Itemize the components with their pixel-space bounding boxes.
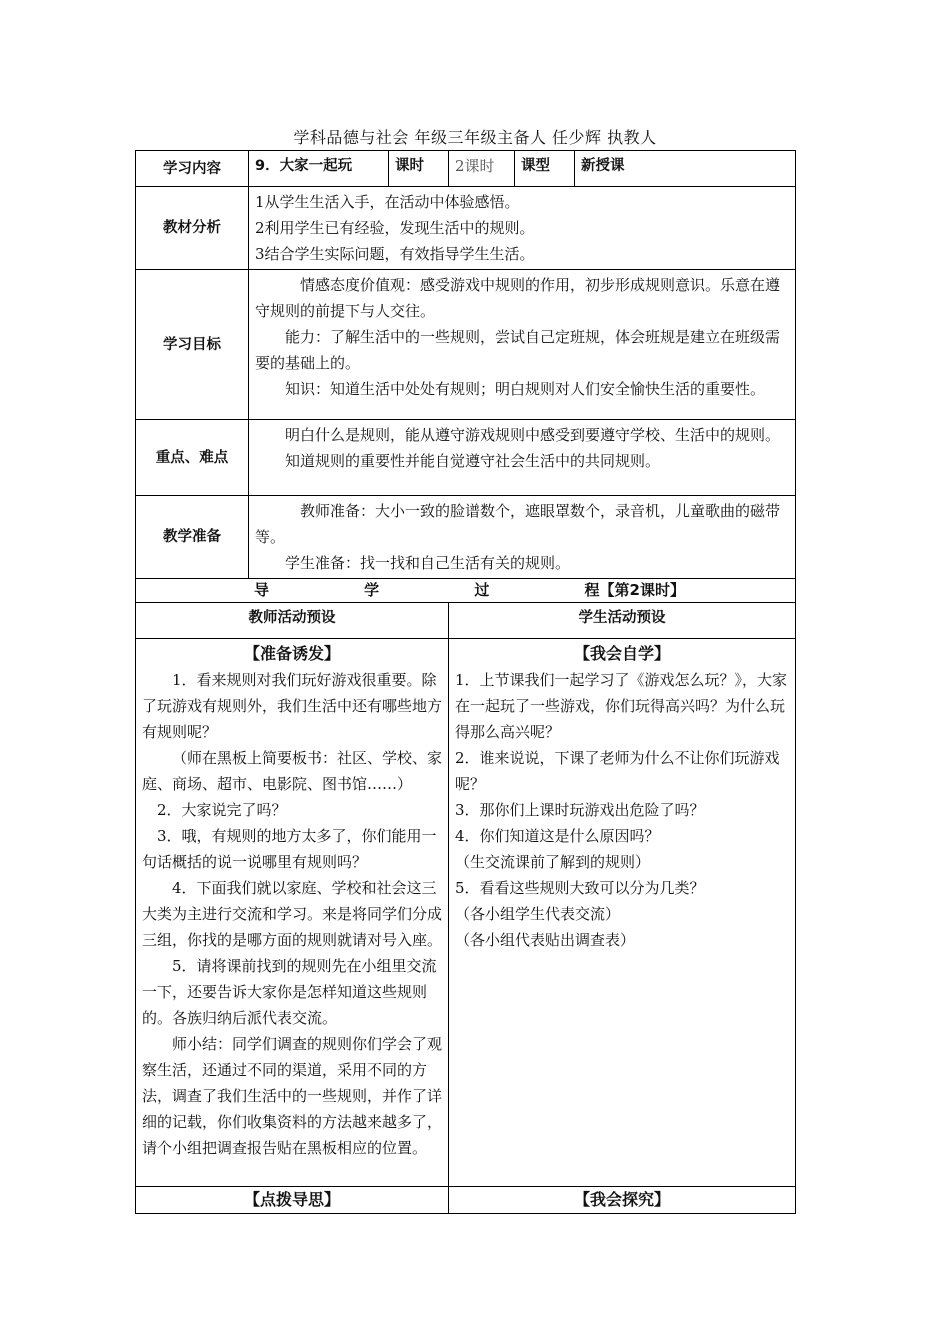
goal-line: 知识：知道生活中处处有规则；明白规则对人们安全愉快生活的重要性。 [285, 380, 766, 398]
student-activities [449, 639, 796, 1187]
row-bottom [136, 1187, 796, 1214]
row-analysis [136, 187, 796, 270]
row-goals [136, 270, 796, 420]
keypoint-line: 知道规则的重要性并能自觉遵守社会生活中的共同规则。 [285, 452, 661, 470]
teacher-bottom-cell [136, 1187, 449, 1214]
goals-content [249, 270, 796, 420]
lesson-plan-table [135, 150, 796, 1214]
teacher-para: 1．看来规则对我们玩好游戏很重要。除了玩游戏有规则外，我们生活中还有哪些地方有规则呢？ [142, 671, 443, 741]
keypoint-line: 明白什么是规则，能从遵守游戏规则中感受到要遵守学校、生活中的规则。 [285, 426, 781, 444]
label-analysis: 教材分析 [136, 187, 249, 270]
student-para: （各小组学生代表交流） [455, 905, 621, 923]
flow-char: 过 [474, 581, 490, 599]
row-activities [136, 639, 796, 1187]
row-column-headers [136, 603, 796, 639]
type-value: 新授课 [575, 151, 796, 187]
teacher-para: （师在黑板上简要板书：社区、学校、家庭、商场、超市、电影院、图书馆……） [142, 749, 443, 793]
student-para: 4．你们知道这是什么原因吗？ [455, 827, 660, 845]
lesson-title: 9．大家一起玩 [249, 151, 389, 187]
student-column-header: 学生活动预设 [449, 603, 796, 639]
student-bottom-title: 【我会探究】 [574, 1190, 671, 1209]
student-para: 1．上节课我们一起学习了《游戏怎么玩？》，大家在一起玩了一些游戏，你们玩得高兴吗？为什么玩得那么高兴呢？ [455, 671, 788, 741]
label-hours: 课时 [389, 151, 449, 187]
flow-char-last: 程【第2课时】 [584, 581, 685, 599]
analysis-line: 2利用学生已有经验，发现生活中的规则。 [255, 219, 535, 237]
teacher-activities [136, 639, 449, 1187]
label-type: 课型 [515, 151, 575, 187]
label-keypoints: 重点、难点 [136, 420, 249, 496]
label-prep: 教学准备 [136, 496, 249, 579]
analysis-line: 1从学生生活入手，在活动中体验感悟。 [255, 193, 520, 211]
document-header: 学科品德与社会 年级三年级主备人 任少辉 执教人 [293, 128, 657, 147]
prep-line: 教师准备：大小一致的脸谱数个，遮眼罩数个，录音机，儿童歌曲的磁带等。 [255, 502, 781, 546]
student-para: （各小组代表贴出调查表） [455, 931, 636, 949]
student-para: 2．谁来说说，下课了老师为什么不让你们玩游戏呢？ [455, 749, 780, 793]
row-flow [136, 579, 796, 603]
keypoints-content [249, 420, 796, 496]
teacher-para: 2．大家说完了吗？ [157, 801, 287, 819]
prep-content [249, 496, 796, 579]
teacher-para: 3．哦，有规则的地方太多了，你们能用一句话概括的说一说哪里有规则吗？ [142, 827, 437, 871]
teacher-para: 5．请将课前找到的规则先在小组里交流一下，还要告诉大家你是怎样知道这些规则的。各族归纳后派代表交流。 [142, 957, 437, 1027]
teacher-para: 4．下面我们就以家庭、学校和社会这三大类为主进行交流和学习。来是将同学们分成三组，你找的是哪方面的规则就请对号入座。 [142, 879, 443, 949]
flow-char: 学 [364, 581, 380, 599]
teacher-section-title: 【准备诱发】 [243, 644, 340, 663]
flow-char: 导 [254, 581, 270, 599]
row-keypoints [136, 420, 796, 496]
analysis-content [249, 187, 796, 270]
hours-value: 2课时 [449, 151, 515, 187]
student-bottom-cell [449, 1187, 796, 1214]
label-goals: 学习目标 [136, 270, 249, 420]
label-content: 学习内容 [136, 151, 249, 187]
teacher-column-header: 教师活动预设 [136, 603, 449, 639]
goal-line: 能力：了解生活中的一些规则，尝试自己定班规，体会班规是建立在班级需要的基础上的。 [255, 328, 781, 372]
student-para: 3．那你们上课时玩游戏出危险了吗？ [455, 801, 705, 819]
teacher-summary: 师小结：同学们调查的规则你们学会了观察生活，还通过不同的渠道，采用不同的方法，调查了我们生活中的一些规则，并作了详细的记载，你们收集资料的方法越来越多了，请个小组把调查报告贴在黑板相应的位置。 [142, 1035, 443, 1157]
flow-heading [136, 579, 796, 603]
goal-line: 情感态度价值观：感受游戏中规则的作用，初步形成规则意识。乐意在遵守规则的前提下与人交往。 [255, 276, 781, 320]
student-para: 5．看看这些规则大致可以分为几类？ [455, 879, 705, 897]
teacher-bottom-title: 【点拨导思】 [243, 1190, 340, 1209]
analysis-line: 3结合学生实际问题，有效指导学生生活。 [255, 245, 535, 263]
prep-line: 学生准备：找一找和自己生活有关的规则。 [285, 554, 571, 572]
student-para: （生交流课前了解到的规则） [455, 853, 651, 871]
student-section-title: 【我会自学】 [574, 644, 671, 663]
row-content [136, 151, 796, 187]
row-prep [136, 496, 796, 579]
